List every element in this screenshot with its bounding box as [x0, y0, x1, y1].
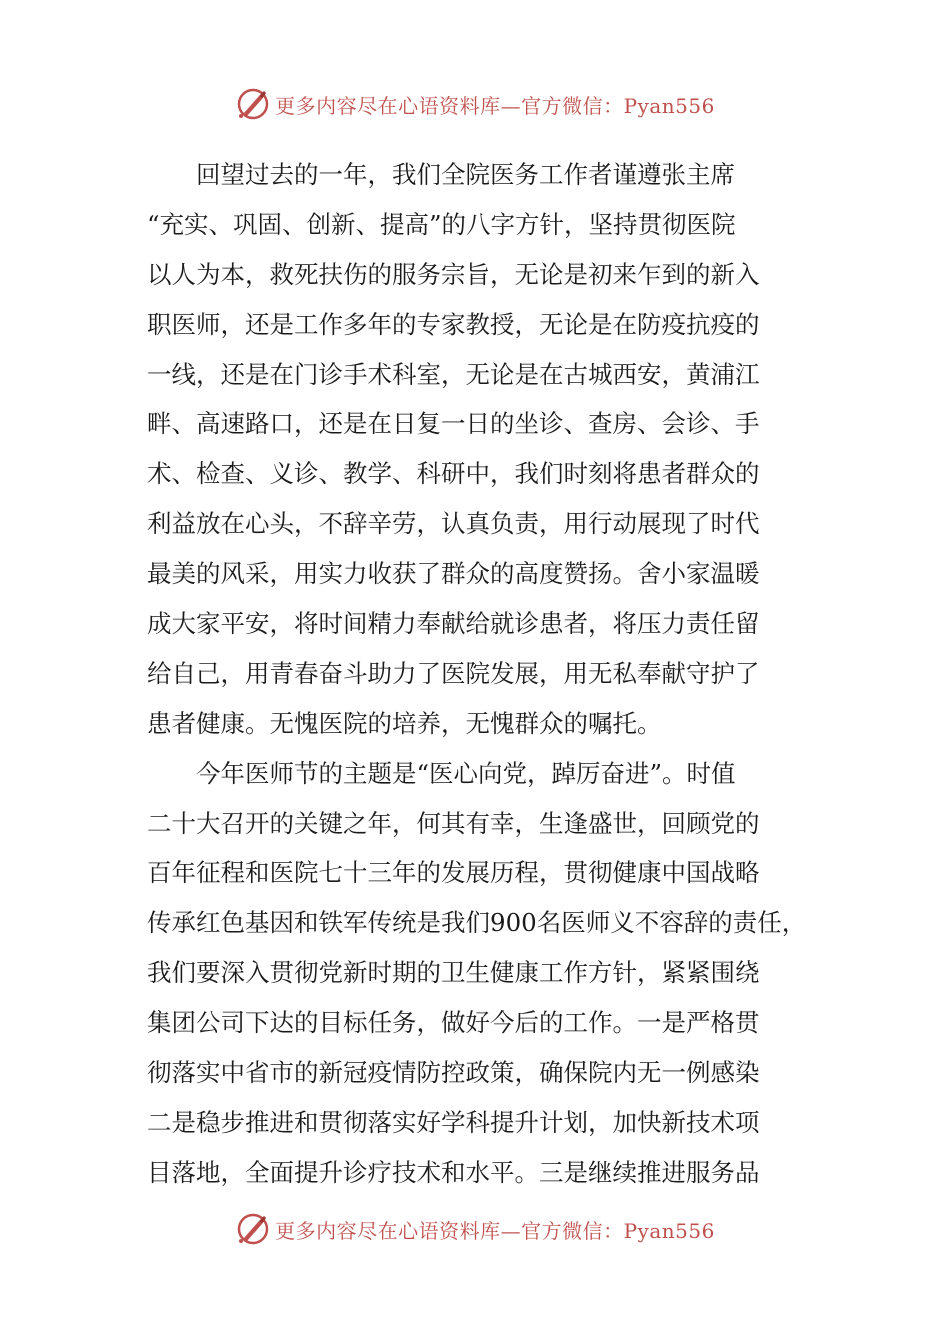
- banner-main: 更多内容尽在心语资料库: [275, 1218, 501, 1243]
- header-banner: [0, 82, 950, 126]
- footer-banner: [0, 1207, 950, 1251]
- banner-suffix: 官方微信：Pyan556: [521, 1218, 715, 1243]
- document-body: [147, 150, 827, 1198]
- text-line: 职医师，还是工作多年的专家教授，无论是在防疫抗疫的: [147, 309, 760, 339]
- text-line: 一线，还是在门诊手术科室，无论是在古城西安，黄浦江: [147, 359, 760, 389]
- text-line: 彻落实中省市的新冠疫情防控政策，确保院内无一例感染: [147, 1058, 760, 1088]
- banner-dash: —: [500, 1218, 522, 1243]
- text-line: 回望过去的一年，我们全院医务工作者谨遵张主席: [196, 160, 735, 189]
- text-line: 二十大召开的关键之年，何其有幸，生逢盛世，回顾党的: [147, 808, 760, 838]
- text-line: 二是稳步推进和贯彻落实好学科提升计划，加快新技术项: [147, 1107, 760, 1137]
- logo-icon: [235, 86, 271, 122]
- banner-text: [275, 1215, 715, 1244]
- banner-dash: —: [500, 93, 522, 118]
- text-line: “充实、巩固、创新、提高”的八字方针，坚持贯彻医院: [147, 209, 736, 239]
- text-line: 传承红色基因和铁军传统是我们900名医师义不容辞的责任，: [147, 908, 807, 938]
- text-line: 术、检查、义诊、教学、科研中，我们时刻将患者群众的: [147, 459, 760, 489]
- banner-main: 更多内容尽在心语资料库: [275, 93, 501, 118]
- text-line: 最美的风采，用实力收获了群众的高度赞扬。舍小家温暖: [147, 559, 760, 589]
- text-line: 目落地，全面提升诊疗技术和水平。三是继续推进服务品: [147, 1157, 760, 1187]
- banner-suffix: 官方微信：Pyan556: [521, 93, 715, 118]
- text-line: 畔、高速路口，还是在日复一日的坐诊、查房、会诊、手: [147, 409, 760, 439]
- text-line: 成大家平安，将时间精力奉献给就诊患者，将压力责任留: [147, 609, 760, 639]
- text-line: 患者健康。无愧医院的培养，无愧群众的嘱托。: [147, 708, 662, 738]
- text-line: 今年医师节的主题是“医心向党，踔厉奋进”。时值: [196, 758, 736, 788]
- text-line: 给自己，用青春奋斗助力了医院发展，用无私奉献守护了: [147, 658, 760, 688]
- text-line: 我们要深入贯彻党新时期的卫生健康工作方针，紧紧围绕: [147, 958, 760, 988]
- text-line: 集团公司下达的目标任务，做好今后的工作。一是严格贯: [147, 1008, 760, 1038]
- logo-icon: [235, 1211, 271, 1247]
- text-line: 百年征程和医院七十三年的发展历程，贯彻健康中国战略: [147, 858, 760, 888]
- text-line: 以人为本，救死扶伤的服务宗旨，无论是初来乍到的新入: [147, 259, 760, 289]
- text-line: 利益放在心头，不辞辛劳，认真负责，用行动展现了时代: [147, 509, 760, 539]
- banner-text: [275, 90, 715, 119]
